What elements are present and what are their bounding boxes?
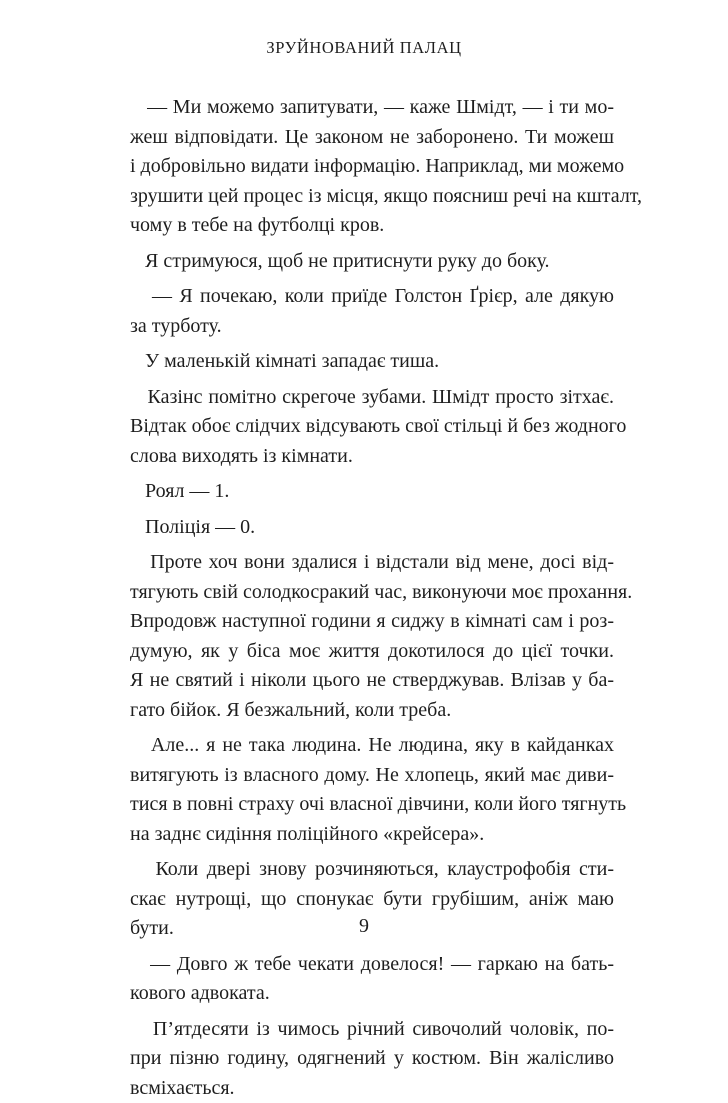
page-number: 9 (0, 915, 728, 938)
paragraph (130, 548, 614, 725)
text-line: Поліція — 0. (130, 513, 614, 543)
text-line: Роял — 1. (130, 477, 614, 507)
text-line: Але... я не така людина. Не людина, яку в кайданках (130, 731, 614, 761)
text-line: чому в тебе на футболці кров. (130, 211, 614, 241)
text-line: зрушити цей процес із місця, якщо поясниш речі на кшталт, (130, 182, 614, 212)
body-text (130, 93, 614, 1103)
paragraph (130, 347, 614, 377)
paragraph (130, 1015, 614, 1103)
text-line: всміхається. (130, 1074, 614, 1103)
text-line: Я не святий і ніколи цього не стверджував. Влізав у ба- (130, 666, 614, 696)
text-line: жеш відповідати. Це законом не заборонено. Ти можеш (130, 123, 614, 153)
text-line: на заднє сидіння поліційного «крейсера». (130, 820, 614, 850)
paragraph (130, 282, 614, 341)
text-line: Відтак обоє слідчих відсувають свої стільці й без жодного (130, 412, 614, 442)
text-line: П’ятдесяти із чимось річний сивочолий чоловік, по- (130, 1015, 614, 1045)
text-line: і добровільно видати інформацію. Наприклад, ми можемо (130, 152, 614, 182)
running-head: ЗРУЙНОВАНИЙ ПАЛАЦ (0, 38, 728, 58)
text-line: Казінс помітно скрегоче зубами. Шмідт просто зітхає. (130, 383, 614, 413)
text-line: тися в повні страху очі власної дівчини, коли його тягнуть (130, 790, 614, 820)
text-line: слова виходять із кімнати. (130, 442, 614, 472)
text-line: думую, як у біса моє життя докотилося до цієї точки. (130, 637, 614, 667)
text-line: при пізню годину, одягнений у костюм. Він жалісливо (130, 1044, 614, 1074)
text-line: витягують із власного дому. Не хлопець, який має диви- (130, 761, 614, 791)
text-line: — Довго ж тебе чекати довелося! — гаркаю на бать- (130, 950, 614, 980)
text-line: Впродовж наступної години я сиджу в кімнаті сам і роз- (130, 607, 614, 637)
text-line: бути. (130, 914, 614, 944)
text-line: гато бійок. Я безжальний, коли треба. (130, 696, 614, 726)
paragraph (130, 247, 614, 277)
text-line: скає нутрощі, що спонукає бути грубішим, аніж маю (130, 885, 614, 915)
text-line: Проте хоч вони здалися і відстали від мене, досі від- (130, 548, 614, 578)
paragraph (130, 383, 614, 472)
paragraph (130, 477, 614, 507)
text-line: Коли двері знову розчиняються, клаустрофобія сти- (130, 855, 614, 885)
paragraph (130, 731, 614, 849)
text-line: У маленькій кімнаті западає тиша. (130, 347, 614, 377)
text-line: Я стримуюся, щоб не притиснути руку до боку. (130, 247, 614, 277)
paragraph (130, 93, 614, 241)
paragraph (130, 513, 614, 543)
text-line: — Ми можемо запитувати, — каже Шмідт, — і ти мо- (130, 93, 614, 123)
text-line: тягують свій солодкосракий час, виконуючи моє прохання. (130, 578, 614, 608)
text-line: за турботу. (130, 312, 614, 342)
text-line: — Я почекаю, коли приїде Голстон Ґрієр, але дякую (130, 282, 614, 312)
text-line: кового адвоката. (130, 979, 614, 1009)
